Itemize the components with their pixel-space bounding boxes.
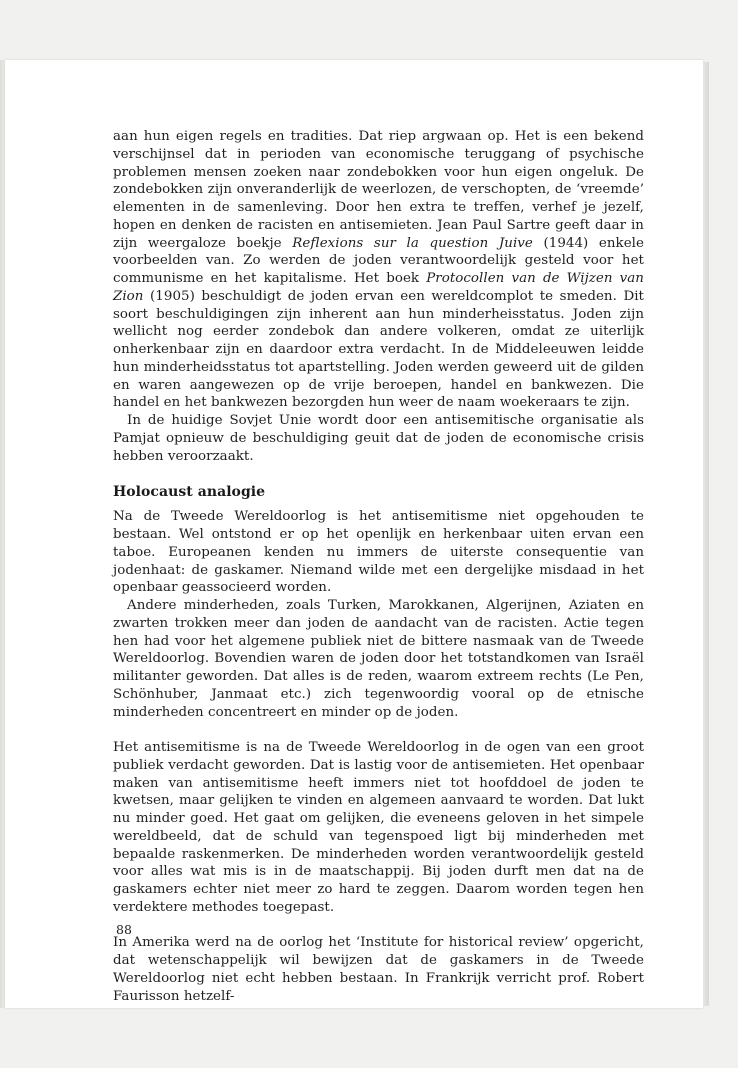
paragraph-3: Na de Tweede Wereldoorlog is het antisemitisme niet opgehouden te bestaan. Wel ontstond er op het openlijk en herkenbaar uiten ervan een taboe. Europeanen kenden nu immers de uiterste consequentie van jodenhaat: de gaskamer. Niemand wilde met een dergelijke misdaad in het openbaar geassocieerd worden. <box>113 509 644 596</box>
paragraph-1 <box>113 128 644 412</box>
paragraph-1-text-2: (1944) enkele voorbeelden van. Zo werden de joden verantwoordelijk gesteld voor het communisme en het kapitalisme. Het boek <box>113 235 644 286</box>
book-title-protocollen: Protocollen van de Wijzen van Zion <box>113 271 644 304</box>
page-right-edge <box>703 62 709 1006</box>
paragraph-4: Andere minderheden, zoals Turken, Marokkanen, Algerijnen, Aziaten en zwarten trokken meer dan joden de aandacht van de racisten. Actie tegen hen had voor het algemene publiek niet de bittere nasmaak van de Tweede Wereldoorlog. Bovendien waren de joden door het totstandkomen van Israël militanter geworden. Dat alles is de reden, waarom extreem rechts (Le Pen, Schönhuber, Janmaat etc.) zich tegenwoordig vooral op de etnische minderheden concentreert en minder op de joden. <box>113 598 644 720</box>
paragraph-5: Het antisemitisme is na de Tweede Wereldoorlog in de ogen van een groot publiek verdacht geworden. Dat is lastig voor de antisemieten. Het openbaar maken van antisemitisme heeft immers niet tot hoofddoel de joden te kwetsen, maar gelijken te vinden en algemeen aanvaard te worden. Dat lukt nu minder goed. Het gaat om gelijken, die eveneens geloven in het simpele wereldbeeld, dat de schuld van tegenspoed ligt bij minderheden met bepaalde raskenmerken. De minderheden worden verantwoordelijk gesteld voor alles wat mis is in de maatschappij. Bij joden durft men dat na de gaskamers echter niet meer zo hard te zeggen. Daarom worden tegen hen verdektere methodes toegepast. <box>113 740 644 915</box>
paragraph-1-text-1: aan hun eigen regels en tradities. Dat riep argwaan op. Het is een bekend verschijnsel dat in perioden van economische teruggang of psychische problemen mensen zoeken naar zondebokken voor hun eigen ongeluk. De zondebokken zijn onveranderlijk de weerlozen, de verschopten, de ‘vreemde’ elementen in de samenleving. Door hen extra te treffen, verhef je jezelf, hopen en denken de racisten en antisemieten. Jean Paul Sartre geeft daar in zijn weergaloze boekje <box>113 129 644 251</box>
page-number: 88 <box>116 922 132 937</box>
paragraph-6: In Amerika werd na de oorlog het ‘Institute for historical review’ opgericht, dat wetenschappelijk wil bewijzen dat de gaskamers in de Tweede Wereldoorlog niet echt hebben bestaan. In Frankrijk verricht prof. Robert Faurisson hetzelf- <box>113 935 644 1004</box>
paragraph-1-text-3: (1905) beschuldigt de joden ervan een wereldcomplot te smeden. Dit soort beschuldigingen zijn inherent aan hun minderheisstatus. Joden zijn wellicht nog eerder zondebok dan andere volkeren, omdat ze uiterlijk onherkenbaar zijn en daardoor extra verdacht. In de Middeleeuwen leidde hun minderheidsstatus tot apartstelling. Joden werden geweerd uit de gilden en waren aangewezen op de vrije beroepen, handel en bankwezen. Die handel en het bankwezen bezorgden hun weer de naam woekeraars te zijn. <box>113 288 644 411</box>
paragraph-2: In de huidige Sovjet Unie wordt door een antisemitische organisatie als Pamjat opnieuw de beschuldiging geuit dat de joden de economische crisis hebben veroorzaakt. <box>113 413 644 464</box>
section-heading: Holocaust analogie <box>113 484 266 501</box>
book-title-reflexions: Reflexions sur la question Juive <box>292 235 533 251</box>
body-text <box>113 128 644 1005</box>
